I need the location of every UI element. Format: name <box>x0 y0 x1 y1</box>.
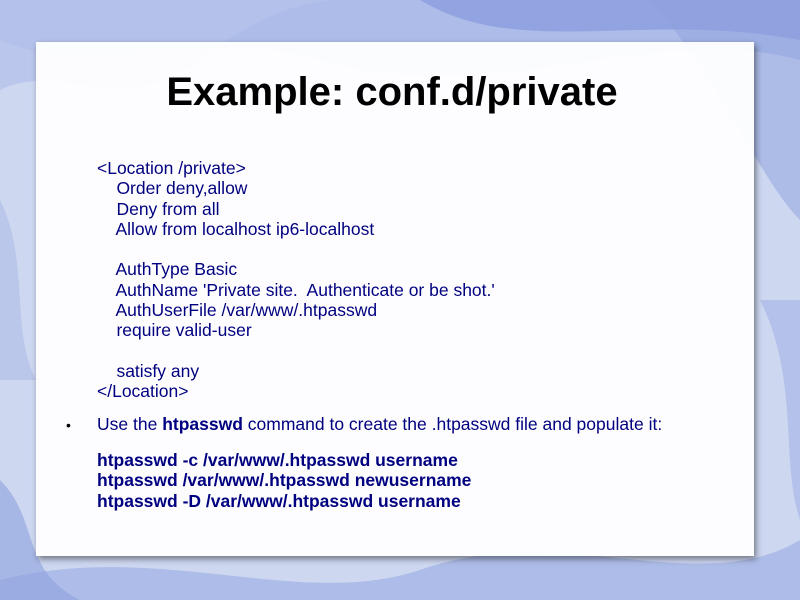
code-line: <Location /private> <box>97 158 246 178</box>
code-line: satisfy any <box>97 360 200 381</box>
bullet-icon: • <box>66 417 71 433</box>
code-line: AuthName 'Private site. Authenticate or be shot.' <box>97 279 495 300</box>
bullet-text-before: Use the <box>97 414 163 434</box>
code-line <box>97 341 495 361</box>
command-block <box>97 450 471 511</box>
command-line: htpasswd /var/www/.htpasswd newusername <box>97 470 472 491</box>
bullet-text-bold: htpasswd <box>162 414 243 434</box>
bullet-text-after: command to create the .htpasswd file and populate it: <box>242 414 663 434</box>
code-line: Allow from localhost ip6-localhost <box>97 218 375 239</box>
code-line: Order deny,allow <box>97 178 248 199</box>
code-line: </Location> <box>97 381 189 402</box>
code-line: AuthUserFile /var/www/.htpasswd <box>97 300 378 321</box>
slide-title: Example: conf.d/private <box>166 70 618 114</box>
code-line <box>97 239 495 259</box>
code-block <box>97 158 495 402</box>
code-line: require valid-user <box>97 320 252 341</box>
code-line: AuthType Basic <box>97 259 238 280</box>
code-line: Deny from all <box>97 198 220 219</box>
command-line: htpasswd -c /var/www/.htpasswd username <box>97 450 458 470</box>
command-line: htpasswd -D /var/www/.htpasswd username <box>97 490 461 511</box>
bullet-item <box>66 414 662 436</box>
